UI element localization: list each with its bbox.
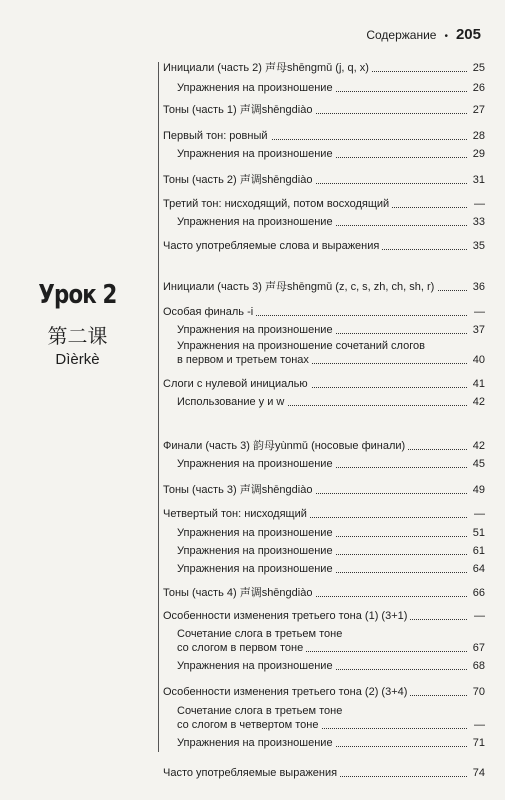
toc-entry-title: Упражнения на произношение	[177, 660, 336, 673]
page-number: 205	[455, 26, 481, 43]
toc-entry-page: —	[471, 610, 485, 623]
toc-entry-page: 25	[470, 62, 485, 75]
lesson-pinyin: Dìèrkè	[55, 351, 100, 368]
toc-entry-title: Третий тон: нисходящий, потом восходящий	[163, 198, 392, 211]
toc-entry-page: 42	[470, 396, 485, 409]
toc-entry-page: 74	[470, 767, 485, 780]
running-head	[366, 26, 481, 43]
lesson-title: Урок 2	[38, 280, 117, 310]
table-of-contents	[158, 62, 485, 779]
toc-entry-title: Слоги с нулевой инициалью	[163, 378, 311, 391]
section-title: Содержание	[366, 28, 437, 42]
toc-entry-page: 67	[470, 642, 485, 655]
toc-entry-page: 68	[470, 660, 485, 673]
toc-entry-page: 31	[470, 174, 485, 187]
toc-entry-page: —	[471, 719, 485, 732]
toc-entry-title: Часто употребляемые выражения	[163, 767, 340, 780]
toc-entry-title: Упражнения на произношение	[177, 527, 336, 540]
lesson-hanzi: 第二课	[47, 326, 108, 348]
toc-entry-page: —	[471, 198, 485, 211]
toc-entry-page: 70	[470, 686, 485, 699]
toc-entry-page: 28	[470, 130, 485, 143]
toc-entry-title: Сочетание слога в третьем тоне	[177, 628, 345, 641]
toc-entry-title: Четвертый тон: нисходящий	[163, 508, 310, 521]
toc-entry-title: Инициали (часть 3) 声母shēngmǔ (z, c, s, zh, ch, sh, r)	[163, 281, 437, 294]
toc-entry-title: Упражнения на произношение сочетаний слогов	[177, 340, 428, 353]
toc-entry-page: 36	[470, 281, 485, 294]
toc-entry-title: Упражнения на произношение	[177, 563, 336, 576]
bullet: •	[444, 31, 448, 42]
toc-entry-title: Финали (часть 3) 韵母yùnmǔ (носовые финали)	[163, 440, 408, 453]
toc-entry-title: Особенности изменения третьего тона (1) (3+1)	[163, 610, 410, 623]
toc-entry-title: Особая финаль -i	[163, 306, 256, 319]
toc-entry-title: Упражнения на произношение	[177, 82, 336, 95]
toc-entry-title: Использование y и w	[177, 396, 287, 409]
toc-entry-title: Тоны (часть 3) 声调shēngdiào	[163, 484, 315, 497]
toc-entry-title: Тоны (часть 4) 声调shēngdiào	[163, 587, 315, 600]
toc-entry-page: 51	[470, 527, 485, 540]
toc-entry-title: со слогом в четвертом тоне	[177, 719, 321, 732]
toc-entry-title: Упражнения на произношение	[177, 737, 336, 750]
toc-entry-page: 26	[470, 82, 485, 95]
toc-entry-page: —	[471, 306, 485, 319]
toc-entry-page: 29	[470, 148, 485, 161]
toc-entry-page: 37	[470, 324, 485, 337]
toc-entry-page: —	[471, 508, 485, 521]
toc-entry-page: 33	[470, 216, 485, 229]
toc-entry-title: Упражнения на произношение	[177, 324, 336, 337]
toc-entry-page: 45	[470, 458, 485, 471]
toc-entry-title: Упражнения на произношение	[177, 216, 336, 229]
toc-entry-title: Тоны (часть 1) 声调shēngdiào	[163, 104, 315, 117]
toc-entry-page: 49	[470, 484, 485, 497]
toc-entry-page: 64	[470, 563, 485, 576]
toc-entry-title: Упражнения на произношение	[177, 545, 336, 558]
toc-entry-page: 41	[470, 378, 485, 391]
toc-entry-page: 61	[470, 545, 485, 558]
toc-entry-title: Тоны (часть 2) 声调shēngdiào	[163, 174, 315, 187]
toc-entry-title: Упражнения на произношение	[177, 148, 336, 161]
toc-entry-page: 42	[470, 440, 485, 453]
toc-entry-title: Сочетание слога в третьем тоне	[177, 705, 345, 718]
toc-entry-page: 40	[470, 354, 485, 367]
toc-entry-title: Часто употребляемые слова и выражения	[163, 240, 382, 253]
toc-entry-title: Инициали (часть 2) 声母shēngmǔ (j, q, x)	[163, 62, 372, 75]
lesson-heading	[0, 280, 155, 368]
toc-entry-title: Первый тон: ровный	[163, 130, 271, 143]
toc-entry-page: 66	[470, 587, 485, 600]
toc-entry-page: 27	[470, 104, 485, 117]
toc-entry-title: со слогом в первом тоне	[177, 642, 306, 655]
toc-entry-title: в первом и третьем тонах	[177, 354, 312, 367]
toc-entry-title: Особенности изменения третьего тона (2) (3+4)	[163, 686, 410, 699]
toc-entry-page: 35	[470, 240, 485, 253]
toc-entry-title: Упражнения на произношение	[177, 458, 336, 471]
toc-entry-page: 71	[470, 737, 485, 750]
